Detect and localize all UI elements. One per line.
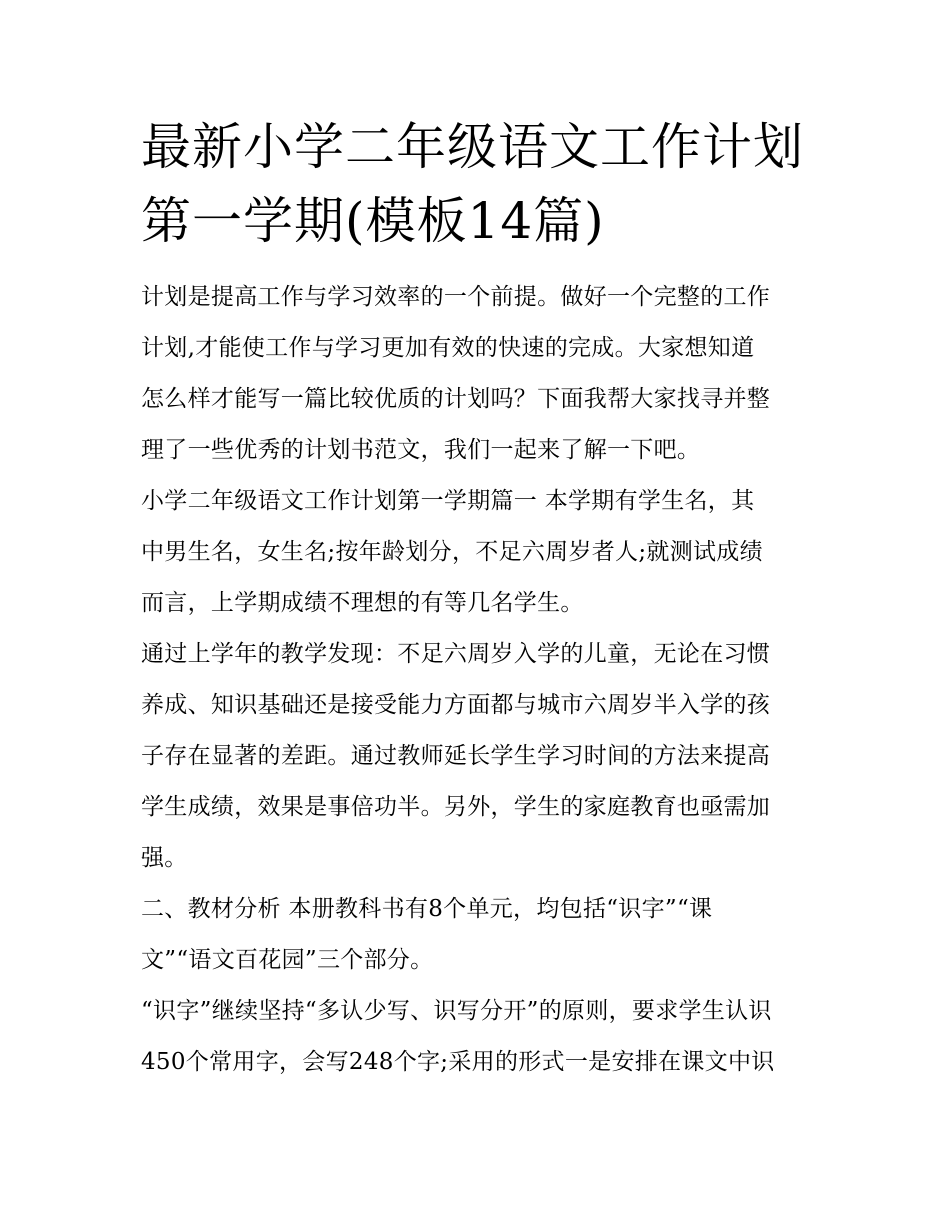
- title-spacer: [141, 258, 816, 272]
- paragraph-class-info: [141, 476, 816, 629]
- text-line: 怎么样才能写一篇比较优质的计划吗？下面我帮大家找寻并整: [141, 386, 771, 412]
- text-line: 通过上学年的教学发现：不足六周岁入学的儿童，无论在习惯: [141, 641, 771, 667]
- paragraph-intro: [141, 272, 816, 476]
- text-line: 强。: [141, 845, 188, 871]
- text-line: 中男生名，女生名;按年龄划分，不足六周岁者人;就测试成绩: [141, 539, 763, 565]
- paragraph-textbook-analysis: [141, 884, 816, 986]
- paragraph-literacy: [141, 986, 816, 1088]
- text-line: 450个常用字，会写248个字;采用的形式一是安排在课文中识: [141, 1049, 775, 1075]
- text-line: 子存在显著的差距。通过教师延长学生学习时间的方法来提高: [141, 743, 771, 769]
- document-content: [141, 110, 816, 1088]
- text-line: 计划,才能使工作与学习更加有效的快速的完成。大家想知道: [141, 335, 755, 361]
- text-line: 二、教材分析 本册教科书有8个单元，均包括“识字”“课: [141, 896, 713, 922]
- text-line: “识字”继续坚持“多认少写、识写分开”的原则，要求学生认识: [141, 998, 772, 1024]
- text-line: 文”“语文百花园”三个部分。: [141, 947, 434, 973]
- text-line: 养成、知识基础还是接受能力方面都与城市六周岁半入学的孩: [141, 692, 771, 718]
- text-line: 理了一些优秀的计划书范文，我们一起来了解一下吧。: [141, 437, 701, 463]
- text-line: 小学二年级语文工作计划第一学期篇一 本学期有学生名，其: [141, 488, 755, 514]
- text-line: 学生成绩，效果是事倍功半。另外，学生的家庭教育也亟需加: [141, 794, 771, 820]
- document-title: [141, 110, 816, 258]
- text-line: 而言，上学期成绩不理想的有等几名学生。: [141, 590, 584, 616]
- title-line: 第一学期(模板14篇): [141, 192, 605, 250]
- title-line: 最新小学二年级语文工作计划: [141, 118, 804, 176]
- text-line: 计划是提高工作与学习效率的一个前提。做好一个完整的工作: [141, 284, 771, 310]
- paragraph-teaching-findings: [141, 629, 816, 884]
